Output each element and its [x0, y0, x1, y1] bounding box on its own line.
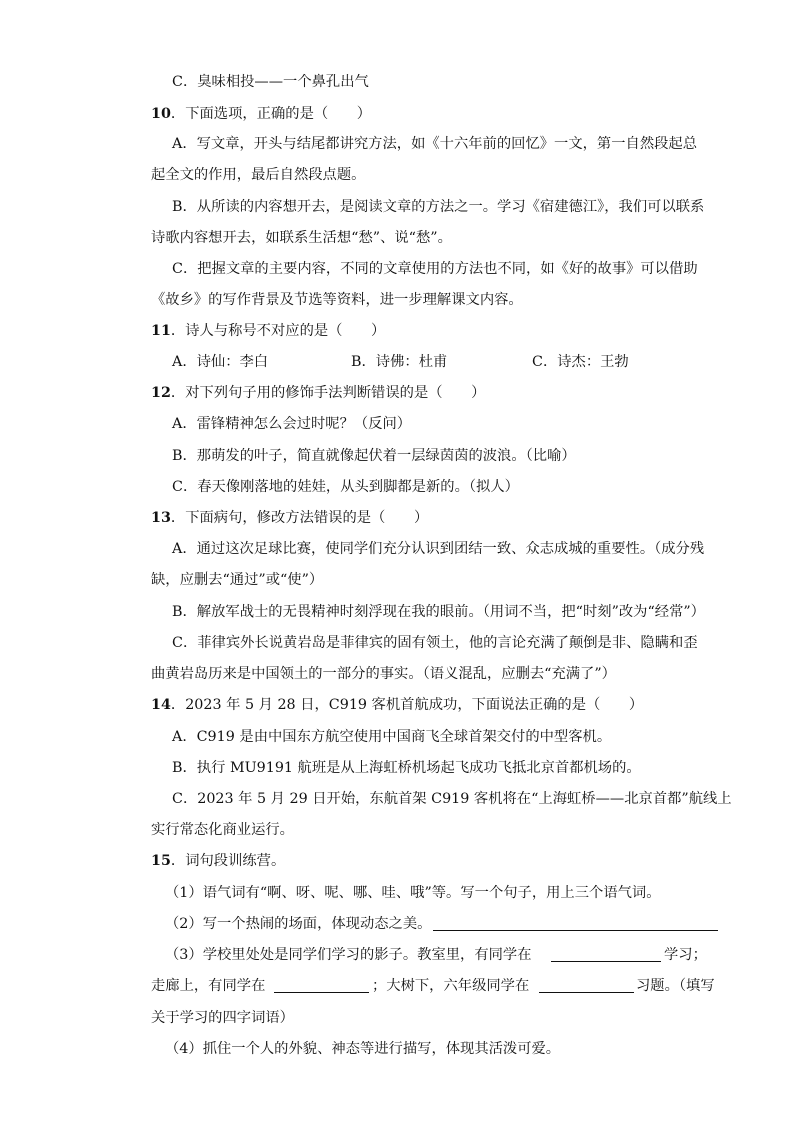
q13-option-c-line1: C．菲律宾外长说黄岩岛是菲律宾的固有领土，他的言论充满了颠倒是非、隐瞒和歪	[172, 635, 698, 651]
q14-text: ．2023 年 5 月 28 日，C919 客机首航成功，下面说法正确的是（ ）	[170, 697, 644, 713]
q11-option-a: A．诗仙：李白	[172, 354, 269, 370]
q15-sub3-blank3[interactable]	[539, 978, 634, 993]
q10-number: 10	[151, 106, 171, 122]
q11-number: 11	[151, 323, 171, 339]
q12-option-c: C．春天像刚落地的娃娃，从头到脚都是新的。（拟人）	[172, 479, 519, 495]
q10-option-b-line1: B．从所读的内容想开去，是阅读文章的方法之一。学习《宿建德江》，我们可以联系	[172, 199, 705, 215]
q15-sub3-text-a: （3）学校里处处是同学们学习的影子。教室里，有同学在	[165, 947, 532, 963]
q15-sub2-answer-blank[interactable]	[433, 916, 718, 931]
q13-option-a-line2: 缺，应删去“通过”或“使”）	[151, 572, 324, 588]
q9-option-c: C．臭味相投——一个鼻孔出气	[172, 74, 369, 90]
q15-sub3-line2-c: 习题。（填写	[636, 978, 715, 994]
q10-option-c-line1: C．把握文章的主要内容，不同的文章使用的方法也不同，如《好的故事》可以借助	[172, 261, 698, 277]
q10-option-a-line1: A．写文章，开头与结尾都讲究方法，如《十六年前的回忆》一文，第一自然段起总	[172, 136, 698, 152]
q14-option-a: A．C919 是由中国东方航空使用中国商飞全球首架交付的中型客机。	[172, 729, 612, 745]
q12-option-b: B．那萌发的叶子，简直就像起伏着一层绿茵茵的波浪。（比喻）	[172, 448, 576, 464]
q14-option-c-line1: C．2023 年 5 月 29 日开始，东航首架 C919 客机将在“上海虹桥——北京首都”航线上	[172, 791, 732, 807]
q15-sub3-line2-b: ；大树下，六年级同学在	[372, 978, 530, 994]
q12-option-a: A．雷锋精神怎么会过时呢？（反问）	[172, 416, 412, 432]
q15-sub4: （4）抓住一个人的外貌、神态等进行描写，体现其活泼可爱。	[165, 1041, 561, 1057]
q15-sub3-line3: 关于学习的四字词语）	[151, 1010, 294, 1026]
q14-option-b: B．执行 MU9191 航班是从上海虹桥机场起飞成功飞抵北京首都机场的。	[172, 760, 641, 776]
q13-option-c-line2: 曲黄岩岛历来是中国领土的一部分的事实。（语义混乱，应删去“充满了”）	[151, 666, 616, 682]
q10-stem	[151, 104, 371, 124]
q12-text: ．对下列句子用的修饰手法判断错误的是（ ）	[170, 385, 486, 401]
q10-option-a-line2: 起全文的作用，最后自然段点题。	[151, 167, 366, 183]
q11-stem	[151, 321, 385, 341]
q15-sub3-line1	[165, 945, 532, 965]
q13-number: 13	[151, 510, 171, 526]
q14-stem	[151, 695, 643, 715]
q15-sub2-text: （2）写一个热闹的场面，体现动态之美。	[165, 916, 432, 932]
q11-text: ．诗人与称号不对应的是（ ）	[170, 323, 386, 339]
q14-number: 14	[151, 697, 171, 713]
q12-number: 12	[151, 385, 171, 401]
q12-stem	[151, 383, 485, 403]
q15-sub3-text-b: 学习；	[664, 947, 707, 963]
q10-option-c-line2: 《故乡》的写作背景及节选等资料，进一步理解课文内容。	[151, 292, 523, 308]
q15-sub1: （1）语气词有“啊、呀、呢、哪、哇、哦”等。写一个句子，用上三个语气词。	[165, 885, 661, 901]
q11-option-b: B．诗佛：杜甫	[351, 354, 448, 370]
q10-text: ．下面选项，正确的是（ ）	[170, 106, 372, 122]
q11-option-c: C．诗杰：王勃	[532, 354, 629, 370]
q10-option-b-line2: 诗歌内容想开去，如联系生活想“愁”、说“愁”。	[151, 230, 452, 246]
q14-option-c-line2: 实行常态化商业运行。	[151, 822, 294, 838]
q13-stem	[151, 508, 428, 528]
q15-number: 15	[151, 853, 171, 869]
q15-sub3-blank2[interactable]	[274, 978, 369, 993]
q13-option-a-line1: A．通过这次足球比赛，使同学们充分认识到团结一致、众志成城的重要性。（成分残	[172, 541, 705, 557]
q15-stem	[151, 851, 285, 871]
q15-sub3-blank1[interactable]	[551, 947, 661, 962]
q13-option-b: B．解放军战士的无畏精神时刻浮现在我的眼前。（用词不当，把“时刻”改为“经常”）	[172, 604, 705, 620]
q13-text: ．下面病句，修改方法错误的是（ ）	[170, 510, 429, 526]
q15-sub3-line2-a: 走廊上，有同学在	[151, 978, 266, 994]
q15-text: ．词句段训练营。	[170, 853, 286, 869]
q15-sub2	[165, 914, 431, 934]
